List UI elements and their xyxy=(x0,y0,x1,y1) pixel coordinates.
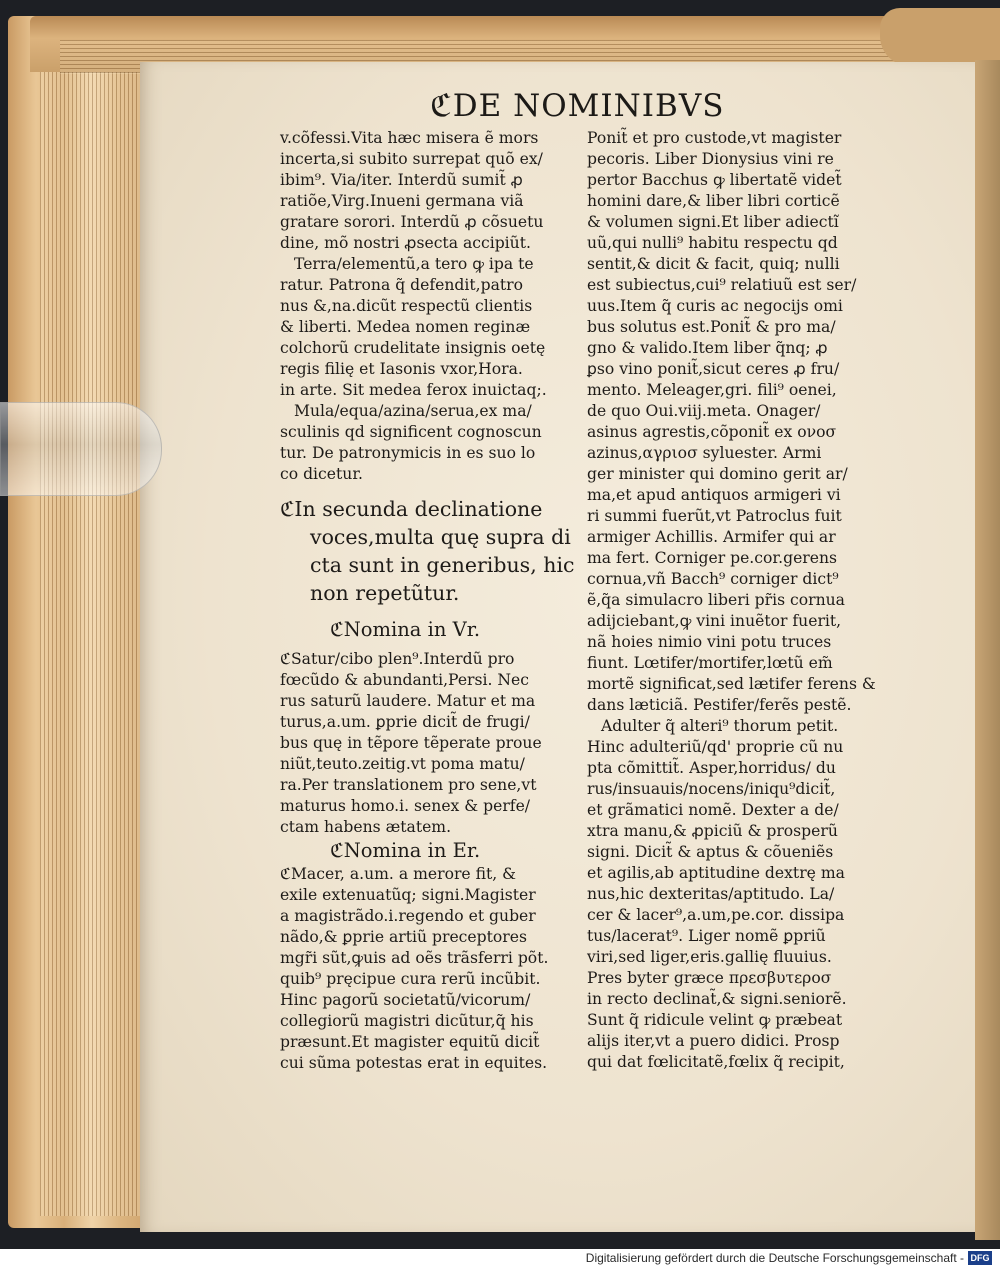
text-line: colchorũ crudelitate insignis oetę xyxy=(280,339,546,357)
text-line: ratur. Patrona q̃ defendit,patro xyxy=(280,276,523,294)
section-heading-vr: ℭNomina in Vr. xyxy=(330,618,481,641)
text-line: ℭMacer, a.um. a merore fit, & xyxy=(280,865,517,883)
text-line: cui sũma potestas erat in equites. xyxy=(280,1054,548,1072)
text-line: exile extenuatũq; signi.Magister xyxy=(280,886,536,904)
text-line: incerta,si subito surrepat quõ ex/ xyxy=(280,150,543,168)
text-line: Mula/equa/azina/serua,ex ma/ xyxy=(294,402,532,420)
text-line: nus,hic dexteritas/aptitudo. La/ xyxy=(587,885,835,903)
text-line: signi. Dicit̃ & aptus & cõueniẽs xyxy=(587,843,834,861)
text-line: bus quę in tẽpore tẽperate proue xyxy=(280,734,542,752)
text-line: & volumen signi.Et liber adiectĩ xyxy=(587,213,839,231)
text-line: ma fert. Corniger pe.cor.gerens xyxy=(587,549,838,567)
text-line: gno & valido.Item liber q̃nq; ꝓ xyxy=(587,339,828,357)
book-right-edge xyxy=(975,60,1000,1240)
text-line: tus/lacerat⁹. Liger nomẽ ꝑpriũ xyxy=(587,927,826,945)
text-line: armiger Achillis. Armifer qui ar xyxy=(587,528,836,546)
text-line: co dicetur. xyxy=(280,465,364,483)
text-line: dans læticiã. Pestifer/ferẽs pestẽ. xyxy=(587,696,852,714)
text-line: Ponit̃ et pro custode,vt magister xyxy=(587,129,842,147)
text-line: turus,a.um. ꝑprie dicit̃ de frugi/ xyxy=(280,713,530,731)
intro-line: non repetũtur. xyxy=(310,581,460,605)
text-line: Adulter q̃ alteri⁹ thorum petit. xyxy=(601,717,839,735)
text-line: tur. De patronymicis in es suo lo xyxy=(280,444,536,462)
text-line: nãdo,& ꝑprie artiũ preceptores xyxy=(280,928,527,946)
text-line: Sunt q̃ ridicule velint ꝙ præbeat xyxy=(587,1011,843,1029)
text-line: et agilis,ab aptitudine dextrę ma xyxy=(587,864,845,882)
text-line: dine, mõ nostri ꝓsecta accipiũt. xyxy=(280,234,531,252)
right-column xyxy=(587,128,887,1073)
text-line: ℭSatur/cibo plen⁹.Interdũ pro xyxy=(280,650,515,668)
text-line: fiunt. Lœtifer/mortifer,lœtũ em̃ xyxy=(587,654,833,672)
page-title: ℭDE NOMINIBVS xyxy=(430,88,725,124)
text-line: ri summi fuerũt,vt Patroclus fuit xyxy=(587,507,842,525)
text-line: sculinis qd significent cognoscun xyxy=(280,423,542,441)
text-line: pta cõmittit̃. Asper,horridus/ du xyxy=(587,759,836,777)
text-line: gratare sorori. Interdũ ꝓ cõsuetu xyxy=(280,213,544,231)
text-line: pecoris. Liber Dionysius vini re xyxy=(587,150,834,168)
text-line: præsunt.Et magister equitũ dicit̃ xyxy=(280,1033,540,1051)
text-line: asinus agrestis,cõponit̃ ex ονοσ xyxy=(587,423,837,441)
text-line: uũ,qui nulli⁹ habitu respectu qd xyxy=(587,234,838,252)
text-line: ꝑso vino ponit̃,sicut ceres ꝓ fru/ xyxy=(587,360,840,378)
text-line: viri,sed liger,eris.gallię fluuius. xyxy=(587,948,832,966)
text-line: & liberti. Medea nomen reginæ xyxy=(280,318,531,336)
text-line: Hinc pagorũ societatũ/vicorum/ xyxy=(280,991,531,1009)
text-line: de quo Oui.viij.meta. Onager/ xyxy=(587,402,821,420)
text-line: Pres byter græce πρεσβυτεροσ xyxy=(587,969,832,987)
text-line: est subiectus,cui⁹ relatiuũ est ser/ xyxy=(587,276,857,294)
text-line: et grãmatici nomẽ. Dexter a de/ xyxy=(587,801,839,819)
text-line: ma,et apud antiquos armigeri vi xyxy=(587,486,841,504)
text-line: ger minister qui domino gerit ar/ xyxy=(587,465,848,483)
text-line: mortẽ significat,sed lætifer ferens & xyxy=(587,675,876,693)
text-line: rus saturũ laudere. Matur et ma xyxy=(280,692,536,710)
text-line: qui dat fœlicitatẽ,fœlix q̃ recipit, xyxy=(587,1053,845,1071)
text-line: cornua,vñ Bacch⁹ corniger dict⁹ xyxy=(587,570,839,588)
text-line: bus solutus est.Ponit̃ & pro ma/ xyxy=(587,318,836,336)
text-line: mento. Meleager,gri. fili⁹ oenei, xyxy=(587,381,837,399)
text-line: nus &,na.dicũt respectũ clientis xyxy=(280,297,533,315)
text-line: regis filię et Iasonis vxor,Hora. xyxy=(280,360,523,378)
section-intro xyxy=(280,495,580,607)
text-line: adijciebant,ꝙ vini inuẽtor fuerit, xyxy=(587,612,842,630)
text-line: Terra/elementũ,a tero ꝙ ipa te xyxy=(294,255,534,273)
text-line: v.cõfessi.Vita hæc misera ẽ mors xyxy=(280,129,539,147)
text-line: collegiorũ magistri dicũtur,q̃ his xyxy=(280,1012,534,1030)
text-line: fœcũdo & abundanti,Persi. Nec xyxy=(280,671,530,689)
er-text-block xyxy=(280,864,580,1074)
intro-line: voces,multa quę supra di xyxy=(310,525,571,549)
text-line: uus.Item q̃ curis ac negocijs omi xyxy=(587,297,843,315)
text-line: alijs iter,vt a puero didici. Prosp xyxy=(587,1032,840,1050)
left-column xyxy=(280,128,580,1074)
text-line: ctam habens ætatem. xyxy=(280,818,452,836)
text-line: pertor Bacchus ꝙ libertatẽ videt̃ xyxy=(587,171,842,189)
text-line: azinus,αγριοσ syluester. Armi xyxy=(587,444,822,462)
section-heading-er: ℭNomina in Er. xyxy=(330,839,481,862)
text-line: nã hoies nimio vini potu truces xyxy=(587,633,832,651)
text-line: ra.Per translationem pro sene,vt xyxy=(280,776,537,794)
footer-credit: Digitalisierung gefördert durch die Deutsche Forschungsgemeinschaft - xyxy=(585,1251,964,1265)
intro-line: ℭIn secunda declinatione xyxy=(280,497,543,521)
left-text-block xyxy=(280,128,580,485)
text-line: quib⁹ pręcipue cura rerũ incũbit. xyxy=(280,970,541,988)
text-line: ibim⁹. Via/iter. Interdũ sumit̃ ꝓ xyxy=(280,171,523,189)
text-line: sentit,& dicit & facit, quiq; nulli xyxy=(587,255,840,273)
dfg-logo: DFG xyxy=(968,1251,992,1265)
text-line: ẽ,q̃a simulacro liberi pr̃is cornua xyxy=(587,591,845,609)
text-line: in recto declinat̃,& signi.seniorẽ. xyxy=(587,990,847,1008)
text-line: in arte. Sit medea ferox inuictaq;. xyxy=(280,381,547,399)
text-line: rus/insuauis/nocens/iniqu⁹dicit̃, xyxy=(587,780,836,798)
text-line: ratiõe,Virg.Inueni germana viã xyxy=(280,192,524,210)
text-line: xtra manu,& ꝓpiciũ & prosperũ xyxy=(587,822,838,840)
text-line: a magistrãdo.i.regendo et guber xyxy=(280,907,536,925)
text-line: mgr̃i sũt,ꝙuis ad oẽs trãsferri põt. xyxy=(280,949,549,967)
torn-corner xyxy=(880,8,1000,66)
text-line: cer & lacer⁹,a.um,pe.cor. dissipa xyxy=(587,906,845,924)
text-line: homini dare,& liber libri corticẽ xyxy=(587,192,840,210)
page-edge-lines xyxy=(40,56,140,1216)
text-line: Hinc adulteriũ/qd' proprie cũ nu xyxy=(587,738,844,756)
text-line: niũt,teuto.zeitig.vt poma matu/ xyxy=(280,755,525,773)
text-line: maturus homo.i. senex & perfe/ xyxy=(280,797,531,815)
glass-ruler xyxy=(0,402,162,496)
vr-text-block xyxy=(280,649,580,838)
intro-line: cta sunt in generibus, hic xyxy=(310,553,575,577)
